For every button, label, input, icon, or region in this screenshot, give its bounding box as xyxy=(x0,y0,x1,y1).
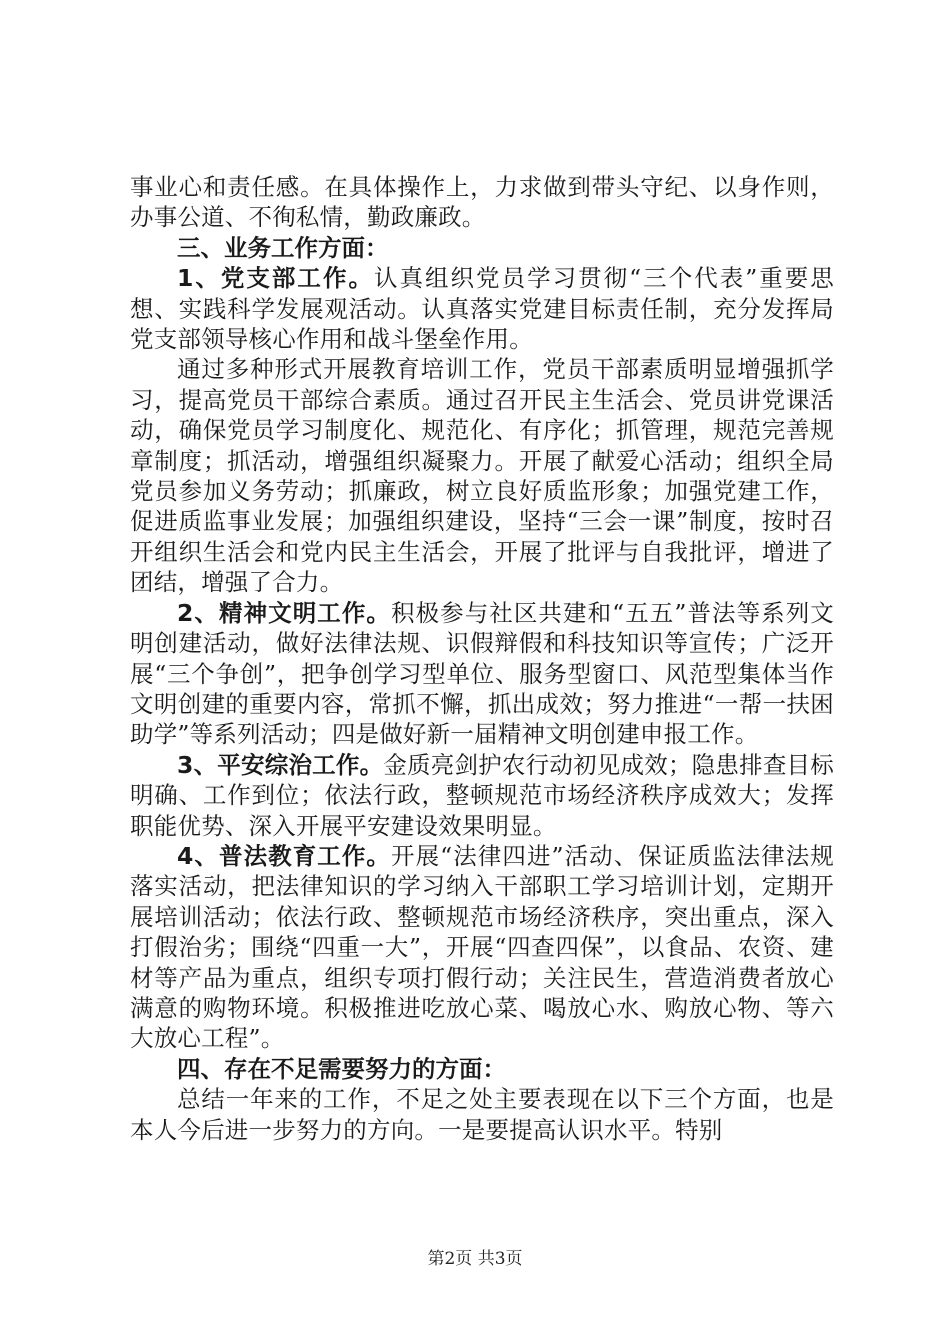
page-footer xyxy=(0,1244,950,1269)
paragraph-text: 总结一年来的工作，不足之处主要表现在以下三个方面，也是本人今后进一步努力的方向。一是要提高认识水平。特别 xyxy=(130,1085,834,1144)
paragraph-spiritual-civilization xyxy=(130,598,834,750)
paragraph-lead: 3、平安综治工作。 xyxy=(177,750,384,779)
section-heading-business-work xyxy=(130,233,834,263)
paragraph-text: 事业心和责任感。在具体操作上，力求做到带头守纪、以身作则，办事公道、不徇私情，勤政廉政。 xyxy=(130,173,834,232)
page-number-label: 第2页 共3页 xyxy=(427,1249,523,1269)
document-body xyxy=(130,172,834,1145)
paragraph-public-safety xyxy=(130,750,834,841)
paragraph-text: 认真组织党员学习贯彻“三个代表”重要思想、实践科学发展观活动。认真落实党建目标责任制，充分发挥局党支部领导核心作用和战斗堡垒作用。 xyxy=(130,264,835,354)
paragraph-text: 积极参与社区共建和“五五”普法等系列文明创建活动，做好法律法规、识假辩假和科技知识等宣传；广泛开展“三个争创”，把争创学习型单位、服务型窗口、风范型集体当作文明创建的重要内容，常抓不懈，抓出成效；努力推进“一帮一扶困助学”等系列活动；四是做好新一届精神文明创建申报工作。 xyxy=(130,598,835,749)
paragraph-education-training xyxy=(130,354,834,597)
paragraph-summary xyxy=(130,1084,834,1145)
heading-text: 四、存在不足需要努力的方面： xyxy=(177,1054,506,1083)
paragraph-party-branch-work xyxy=(130,263,834,354)
paragraph-legal-education xyxy=(130,841,834,1054)
heading-text: 三、业务工作方面： xyxy=(177,233,389,262)
paragraph-lead: 2、精神文明工作。 xyxy=(177,598,391,627)
paragraph-lead: 1、党支部工作。 xyxy=(177,264,374,293)
paragraph-text: 通过多种形式开展教育培训工作，党员干部素质明显增强抓学习，提高党员干部综合素质。通过召开民主生活会、党员讲党课活动，确保党员学习制度化、规范化、有序化；抓管理，规范完善规章制度；抓活动，增强组织凝聚力。开展了献爱心活动；组织全局党员参加义务劳动；抓廉政，树立良好质监形象；加强党建工作，促进质监事业发展；加强组织建设，坚持“三会一课”制度，按时召开组织生活会和党内民主生活会，开展了批评与自我批评，增进了团结，增强了合力。 xyxy=(130,355,834,597)
paragraph-lead: 4、普法教育工作。 xyxy=(177,841,391,870)
paragraph-continuation xyxy=(130,172,834,233)
paragraph-text: 金质亮剑护农行动初见成效；隐患排查目标明确、工作到位；依法行政，整顿规范市场经济秩序成效大；发挥职能优势、深入开展平安建设效果明显。 xyxy=(130,750,834,840)
paragraph-text: 开展“法律四进”活动、保证质监法律法规落实活动，把法律知识的学习纳入干部职工学习培训计划，定期开展培训活动；依法行政、整顿规范市场经济秩序，突出重点，深入打假治劣；围绕“四重一大”，开展“四查四保”，以食品、农资、建材等产品为重点，组织专项打假行动；关注民生，营造消费者放心满意的购物环境。积极推进吃放心菜、喝放心水、购放心物、等六大放心工程”。 xyxy=(130,841,835,1053)
section-heading-shortcomings xyxy=(130,1054,834,1084)
